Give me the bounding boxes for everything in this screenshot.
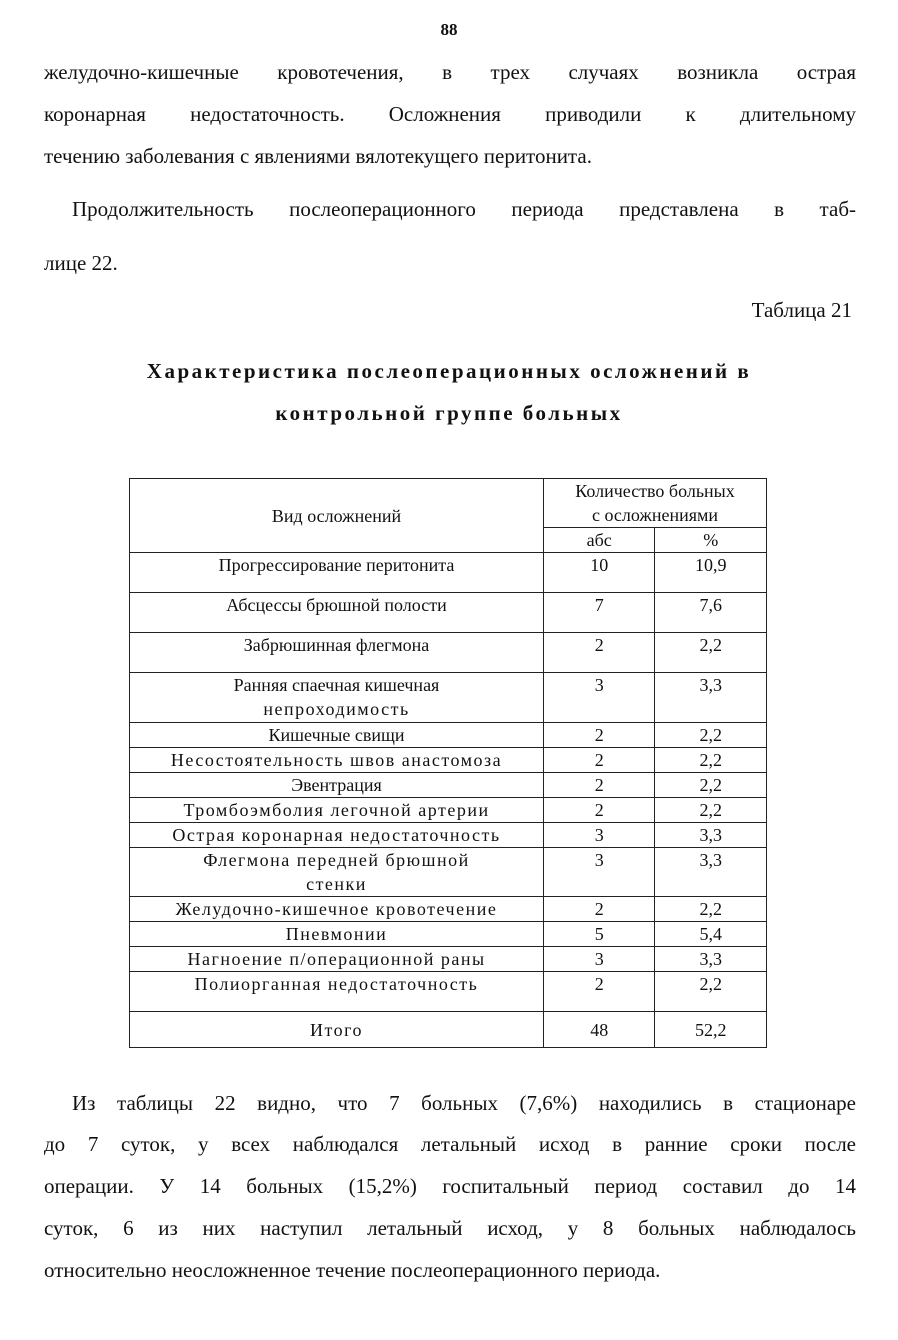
table-row bbox=[130, 633, 767, 673]
row-pct: 3,3 bbox=[655, 673, 767, 723]
total-pct: 52,2 bbox=[655, 1012, 767, 1048]
header-count-line-2: с осложнениями bbox=[591, 505, 719, 525]
table-total-row bbox=[130, 1012, 767, 1048]
row-abs: 2 bbox=[544, 798, 655, 823]
table-row bbox=[130, 593, 767, 633]
row-name: Тромбоэмболия легочной артерии bbox=[130, 798, 544, 823]
row-abs: 2 bbox=[544, 897, 655, 922]
row-abs: 2 bbox=[544, 748, 655, 773]
table-row bbox=[130, 553, 767, 593]
row-name: Кишечные свищи bbox=[130, 723, 544, 748]
row-name: Острая коронарная недостаточность bbox=[130, 823, 544, 848]
row-name: Нагноение п/операционной раны bbox=[130, 947, 544, 972]
row-pct: 2,2 bbox=[655, 723, 767, 748]
header-pct: % bbox=[655, 528, 767, 553]
row-name: Эвентрация bbox=[130, 773, 544, 798]
row-pct: 2,2 bbox=[655, 773, 767, 798]
row-abs: 5 bbox=[544, 922, 655, 947]
row-name: Абсцессы брюшной полости bbox=[130, 593, 544, 633]
row-name: Полиорганная недостаточность bbox=[130, 972, 544, 1012]
intro-line-4: Продолжительность послеоперационного периода представлена в таб- bbox=[72, 197, 856, 221]
row-abs: 2 bbox=[544, 773, 655, 798]
header-count-line-1: Количество больных bbox=[575, 481, 735, 501]
header-type: Вид осложнений bbox=[130, 479, 544, 553]
row-name: Забрюшинная флегмона bbox=[130, 633, 544, 673]
intro-line-1: желудочно-кишечные кровотечения, в трех случаях возникла острая bbox=[44, 60, 856, 84]
row-name-line-2: непроходимость bbox=[263, 699, 410, 719]
row-pct: 10,9 bbox=[655, 553, 767, 593]
table-header-row bbox=[130, 479, 767, 528]
table-row bbox=[130, 673, 767, 723]
page-number: 88 bbox=[440, 20, 458, 39]
table-row bbox=[130, 922, 767, 947]
table-row bbox=[130, 897, 767, 922]
header-abs: абс bbox=[544, 528, 655, 553]
row-abs: 3 bbox=[544, 823, 655, 848]
table-row bbox=[130, 748, 767, 773]
table-row bbox=[130, 972, 767, 1012]
row-abs: 7 bbox=[544, 593, 655, 633]
table-row bbox=[130, 773, 767, 798]
row-abs: 3 bbox=[544, 673, 655, 723]
table-title bbox=[0, 350, 898, 434]
row-abs: 2 bbox=[544, 972, 655, 1012]
total-abs: 48 bbox=[544, 1012, 655, 1048]
table-label: Таблица 21 bbox=[751, 298, 852, 322]
row-pct: 3,3 bbox=[655, 947, 767, 972]
row-pct: 3,3 bbox=[655, 823, 767, 848]
outro-line-3: операции. У 14 больных (15,2%) госпитальный период составил до 14 bbox=[44, 1174, 856, 1198]
outro-line-1: Из таблицы 22 видно, что 7 больных (7,6%) находились в стационаре bbox=[72, 1091, 856, 1115]
row-abs: 3 bbox=[544, 947, 655, 972]
table-row bbox=[130, 848, 767, 897]
row-abs: 3 bbox=[544, 848, 655, 897]
table-row bbox=[130, 723, 767, 748]
total-name: Итого bbox=[130, 1012, 544, 1048]
intro-line-3: течению заболевания с явлениями вялотекущего перитонита. bbox=[44, 144, 592, 168]
intro-line-2: коронарная недостаточность. Осложнения приводили к длительному bbox=[44, 102, 856, 126]
outro-line-2: до 7 суток, у всех наблюдался летальный исход в ранние сроки после bbox=[44, 1132, 856, 1156]
row-pct: 2,2 bbox=[655, 633, 767, 673]
row-pct: 2,2 bbox=[655, 748, 767, 773]
row-pct: 2,2 bbox=[655, 798, 767, 823]
table-title-line-1: Характеристика послеоперационных осложнений в bbox=[146, 359, 752, 383]
complications-table bbox=[129, 478, 767, 1048]
table-row bbox=[130, 823, 767, 848]
row-pct: 3,3 bbox=[655, 848, 767, 897]
outro-line-5: относительно неосложненное течение послеоперационного периода. bbox=[44, 1258, 661, 1282]
intro-line-5: лице 22. bbox=[44, 251, 118, 275]
row-name: Пневмонии bbox=[130, 922, 544, 947]
row-name-line-1: Ранняя спаечная кишечная bbox=[233, 675, 440, 695]
header-count bbox=[544, 479, 767, 528]
row-name-line-1: Флегмона передней брюшной bbox=[203, 850, 470, 870]
table-row bbox=[130, 947, 767, 972]
row-name: Прогрессирование перитонита bbox=[130, 553, 544, 593]
row-name-line-2: стенки bbox=[306, 874, 367, 894]
table-row bbox=[130, 798, 767, 823]
row-pct: 5,4 bbox=[655, 922, 767, 947]
row-name bbox=[130, 673, 544, 723]
row-abs: 2 bbox=[544, 633, 655, 673]
row-abs: 2 bbox=[544, 723, 655, 748]
row-pct: 7,6 bbox=[655, 593, 767, 633]
row-name bbox=[130, 848, 544, 897]
row-name: Несостоятельность швов анастомоза bbox=[130, 748, 544, 773]
outro-line-4: суток, 6 из них наступил летальный исход, у 8 больных наблюдалось bbox=[44, 1216, 856, 1240]
row-name: Желудочно-кишечное кровотечение bbox=[130, 897, 544, 922]
table-title-line-2: контрольной группе больных bbox=[275, 401, 623, 425]
row-pct: 2,2 bbox=[655, 897, 767, 922]
row-pct: 2,2 bbox=[655, 972, 767, 1012]
row-abs: 10 bbox=[544, 553, 655, 593]
